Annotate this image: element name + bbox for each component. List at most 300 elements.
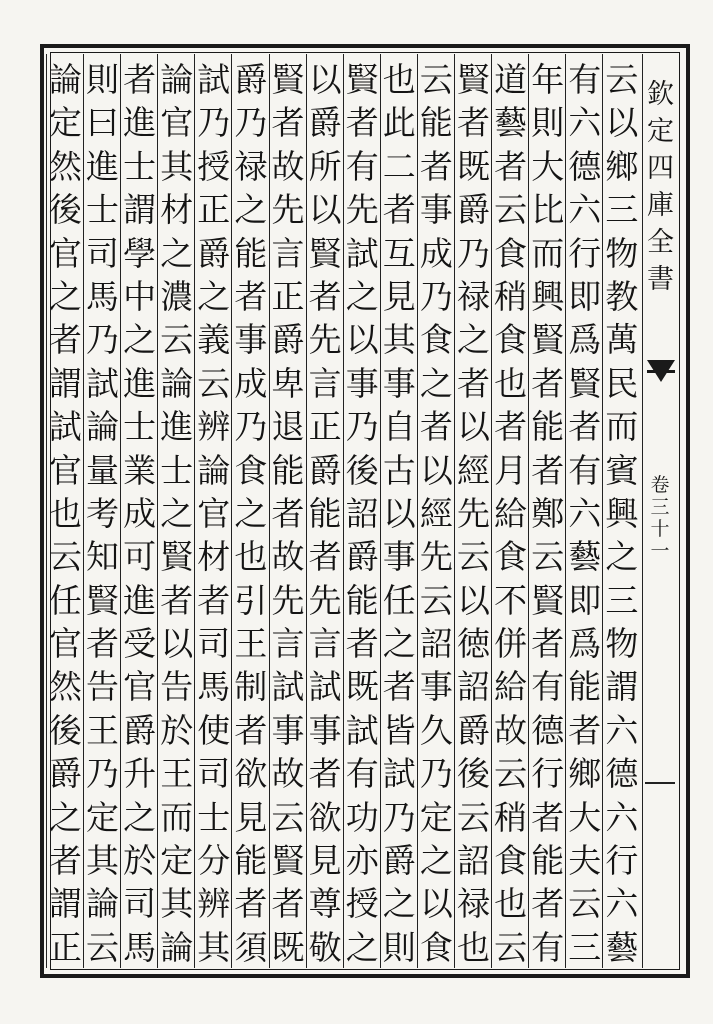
glyph: 興	[531, 276, 565, 316]
glyph: 爵	[345, 537, 379, 577]
glyph: 之	[605, 537, 639, 577]
glyph: 教	[605, 276, 639, 316]
glyph: 以	[419, 884, 453, 924]
glyph: 曰	[86, 103, 119, 143]
glyph: 者	[123, 60, 157, 99]
glyph: 以	[308, 60, 342, 99]
glyph: 者	[308, 276, 342, 316]
glyph: 之	[123, 797, 157, 837]
glyph: 須	[234, 927, 268, 967]
title-glyph: 欽	[647, 79, 674, 110]
glyph: 禄	[457, 276, 490, 316]
glyph: 卑	[271, 363, 305, 403]
glyph: 士	[197, 797, 231, 837]
glyph: 事	[308, 710, 342, 750]
glyph: 賢	[160, 537, 194, 577]
glyph: 論	[160, 60, 194, 99]
glyph: 爵	[197, 233, 231, 273]
glyph: 試	[308, 667, 342, 707]
glyph: 官	[48, 624, 82, 664]
glyph: 者	[531, 884, 565, 924]
glyph: 試	[271, 667, 305, 707]
glyph: 學	[123, 233, 157, 273]
glyph: 爲	[568, 320, 602, 360]
glyph: 乃	[419, 754, 453, 794]
glyph: 王	[160, 754, 194, 794]
glyph: 謂	[48, 363, 82, 403]
glyph: 以	[160, 624, 194, 664]
glyph: 大	[531, 146, 565, 186]
glyph: 先	[308, 320, 342, 360]
glyph: 正	[271, 276, 305, 316]
glyph: 者	[345, 103, 379, 143]
glyph: 云	[494, 754, 528, 794]
glyph: 也	[48, 493, 82, 533]
glyph: 論	[160, 927, 194, 967]
title-glyph: 書	[647, 264, 674, 295]
glyph: 而	[605, 407, 639, 447]
glyph: 馬	[197, 667, 231, 707]
glyph: 功	[345, 797, 379, 837]
glyph: 行	[531, 754, 565, 794]
glyph: 材	[197, 537, 231, 577]
glyph: 云	[86, 927, 119, 967]
text-column	[417, 58, 455, 969]
glyph: 六	[605, 710, 639, 750]
glyph: 者	[531, 624, 565, 664]
glyph: 既	[457, 146, 490, 186]
glyph: 乃	[86, 754, 119, 794]
glyph: 受	[123, 624, 157, 664]
text-column	[232, 58, 270, 969]
glyph: 授	[345, 884, 379, 924]
glyph: 以	[457, 580, 490, 620]
glyph: 云	[419, 580, 453, 620]
glyph: 事	[419, 190, 453, 230]
glyph: 爵	[382, 841, 416, 881]
glyph: 之	[382, 884, 416, 924]
glyph: 升	[123, 754, 157, 794]
glyph: 然	[48, 667, 82, 707]
glyph: 云	[160, 320, 194, 360]
glyph: 先	[345, 190, 379, 230]
glyph: 之	[345, 276, 379, 316]
glyph: 而	[531, 233, 565, 273]
glyph: 故	[271, 537, 305, 577]
margin-strip	[643, 54, 678, 968]
glyph: 云	[531, 537, 565, 577]
glyph: 德	[605, 754, 639, 794]
glyph: 即	[568, 580, 602, 620]
glyph: 之	[382, 624, 416, 664]
glyph: 退	[271, 407, 305, 447]
glyph: 稍	[494, 276, 528, 316]
glyph: 官	[48, 233, 82, 273]
glyph: 給	[494, 493, 528, 533]
glyph: 乃	[419, 276, 453, 316]
glyph: 食	[494, 841, 528, 881]
glyph: 能	[308, 493, 342, 533]
glyph: 以	[419, 450, 453, 490]
glyph: 乃	[457, 233, 490, 273]
glyph: 者	[160, 580, 194, 620]
glyph: 爵	[48, 754, 82, 794]
glyph: 司	[123, 884, 157, 924]
glyph: 正	[48, 927, 82, 967]
text-column	[566, 58, 604, 969]
glyph: 德	[531, 710, 565, 750]
glyph: 以	[382, 493, 416, 533]
glyph: 之	[234, 493, 268, 533]
glyph: 任	[48, 580, 82, 620]
glyph: 云	[494, 190, 528, 230]
glyph: 食	[419, 927, 453, 967]
text-column	[269, 58, 307, 969]
glyph: 司	[86, 233, 119, 273]
glyph: 官	[160, 103, 194, 143]
glyph: 久	[419, 710, 453, 750]
glyph: 試	[345, 710, 379, 750]
glyph: 食	[494, 233, 528, 273]
glyph: 先	[271, 190, 305, 230]
glyph: 者	[271, 103, 305, 143]
glyph: 其	[197, 927, 231, 967]
glyph: 賢	[86, 580, 119, 620]
glyph: 試	[48, 407, 82, 447]
glyph: 正	[197, 190, 231, 230]
glyph: 年	[531, 60, 565, 99]
glyph: 進	[123, 580, 157, 620]
glyph: 言	[271, 233, 305, 273]
glyph: 者	[568, 710, 602, 750]
glyph: 行	[568, 233, 602, 273]
glyph: 藝	[494, 103, 528, 143]
volume-glyph: 一	[650, 540, 670, 562]
glyph: 物	[605, 233, 639, 273]
glyph: 者	[531, 797, 565, 837]
text-column	[46, 58, 84, 969]
glyph: 互	[382, 233, 416, 273]
fishtail-bar	[647, 370, 675, 373]
glyph: 使	[197, 710, 231, 750]
text-column	[455, 58, 493, 969]
title-glyph: 定	[647, 116, 674, 147]
glyph: 可	[123, 537, 157, 577]
glyph: 而	[160, 797, 194, 837]
glyph: 以	[345, 320, 379, 360]
glyph: 之	[457, 320, 490, 360]
glyph: 六	[568, 103, 602, 143]
glyph: 制	[234, 667, 268, 707]
glyph: 能	[568, 667, 602, 707]
glyph: 司	[197, 624, 231, 664]
glyph: 能	[419, 103, 453, 143]
glyph: 後	[48, 710, 82, 750]
glyph: 爵	[271, 320, 305, 360]
glyph: 之	[345, 927, 379, 967]
glyph: 分	[197, 841, 231, 881]
glyph: 亦	[345, 841, 379, 881]
glyph: 道	[494, 60, 528, 99]
glyph: 則	[86, 60, 119, 99]
title-glyph: 庫	[647, 190, 674, 221]
glyph: 有	[531, 667, 565, 707]
glyph: 後	[457, 754, 490, 794]
glyph: 謂	[123, 190, 157, 230]
margin-tick	[645, 782, 675, 784]
glyph: 則	[382, 927, 416, 967]
glyph: 爵	[308, 103, 342, 143]
glyph: 詔	[457, 667, 490, 707]
glyph: 之	[419, 363, 453, 403]
volume-glyph: 卷	[650, 474, 670, 496]
glyph: 馬	[86, 276, 119, 316]
glyph: 云	[271, 797, 305, 837]
glyph: 興	[605, 493, 639, 533]
glyph: 然	[48, 146, 82, 186]
glyph: 爵	[308, 450, 342, 490]
text-column	[306, 58, 344, 969]
glyph: 藝	[605, 927, 639, 967]
glyph: 也	[382, 60, 416, 99]
glyph: 王	[234, 624, 268, 664]
glyph: 賢	[531, 580, 565, 620]
glyph: 引	[234, 580, 268, 620]
glyph: 者	[382, 190, 416, 230]
glyph: 云	[197, 363, 231, 403]
glyph: 云	[419, 60, 453, 99]
glyph: 皆	[382, 710, 416, 750]
glyph: 先	[308, 580, 342, 620]
glyph: 三	[568, 927, 602, 967]
glyph: 物	[605, 624, 639, 664]
glyph: 業	[123, 450, 157, 490]
glyph: 任	[382, 580, 416, 620]
glyph: 乃	[382, 797, 416, 837]
glyph: 者	[48, 320, 82, 360]
glyph: 萬	[605, 320, 639, 360]
glyph: 者	[531, 450, 565, 490]
glyph: 之	[160, 233, 194, 273]
volume-glyph: 三	[650, 496, 670, 518]
glyph: 能	[234, 841, 268, 881]
glyph: 夫	[568, 841, 602, 881]
glyph: 其	[86, 841, 119, 881]
glyph: 有	[568, 60, 602, 99]
glyph: 給	[494, 667, 528, 707]
glyph: 材	[160, 190, 194, 230]
glyph: 爵	[123, 710, 157, 750]
glyph: 爵	[234, 60, 268, 99]
glyph: 論	[48, 60, 82, 99]
glyph: 見	[382, 276, 416, 316]
glyph: 官	[197, 493, 231, 533]
glyph: 鄭	[531, 493, 565, 533]
glyph: 六	[605, 884, 639, 924]
glyph: 義	[197, 320, 231, 360]
glyph: 者	[494, 407, 528, 447]
glyph: 於	[160, 710, 194, 750]
glyph: 先	[457, 493, 490, 533]
glyph: 賢	[345, 60, 379, 99]
glyph: 乃	[234, 103, 268, 143]
glyph: 進	[160, 407, 194, 447]
text-column	[603, 58, 641, 969]
glyph: 賢	[457, 60, 490, 99]
glyph: 其	[160, 884, 194, 924]
glyph: 不	[494, 580, 528, 620]
glyph: 定	[419, 797, 453, 837]
glyph: 者	[531, 363, 565, 403]
glyph: 中	[123, 276, 157, 316]
glyph: 也	[494, 884, 528, 924]
text-column	[158, 58, 196, 969]
glyph: 故	[494, 710, 528, 750]
text-column	[84, 58, 122, 969]
glyph: 事	[271, 710, 305, 750]
glyph: 士	[123, 146, 157, 186]
glyph: 馬	[123, 927, 157, 967]
text-column	[121, 58, 159, 969]
glyph: 之	[234, 190, 268, 230]
glyph: 士	[160, 450, 194, 490]
text-column	[380, 58, 418, 969]
glyph: 欲	[234, 754, 268, 794]
glyph: 論	[86, 884, 119, 924]
glyph: 進	[86, 146, 119, 186]
glyph: 辨	[197, 407, 231, 447]
glyph: 事	[419, 667, 453, 707]
glyph: 也	[457, 927, 490, 967]
glyph: 量	[86, 450, 119, 490]
glyph: 古	[382, 450, 416, 490]
glyph: 後	[48, 190, 82, 230]
glyph: 試	[197, 60, 231, 99]
glyph: 於	[123, 841, 157, 881]
glyph: 經	[419, 493, 453, 533]
glyph: 故	[271, 146, 305, 186]
glyph: 其	[382, 320, 416, 360]
glyph: 爵	[457, 710, 490, 750]
glyph: 以	[605, 103, 639, 143]
glyph: 爵	[457, 190, 490, 230]
glyph: 禄	[234, 146, 268, 186]
glyph: 定	[160, 841, 194, 881]
glyph: 成	[419, 233, 453, 273]
glyph: 乃	[86, 320, 119, 360]
glyph: 告	[86, 667, 119, 707]
glyph: 能	[234, 233, 268, 273]
glyph: 先	[271, 580, 305, 620]
glyph: 之	[123, 320, 157, 360]
glyph: 者	[271, 493, 305, 533]
glyph: 成	[234, 363, 268, 403]
glyph: 定	[86, 797, 119, 837]
glyph: 謂	[605, 667, 639, 707]
glyph: 者	[308, 537, 342, 577]
glyph: 藝	[568, 537, 602, 577]
glyph: 論	[86, 407, 119, 447]
glyph: 敬	[308, 927, 342, 967]
glyph: 者	[457, 363, 490, 403]
glyph: 事	[345, 363, 379, 403]
glyph: 此	[382, 103, 416, 143]
glyph: 見	[234, 797, 268, 837]
glyph: 云	[494, 927, 528, 967]
glyph: 知	[86, 537, 119, 577]
glyph: 試	[382, 754, 416, 794]
glyph: 六	[605, 797, 639, 837]
glyph: 乃	[345, 407, 379, 447]
glyph: 者	[197, 580, 231, 620]
glyph: 事	[382, 537, 416, 577]
glyph: 則	[531, 103, 565, 143]
glyph: 辨	[197, 884, 231, 924]
glyph: 故	[271, 754, 305, 794]
glyph: 正	[308, 407, 342, 447]
glyph: 論	[197, 450, 231, 490]
glyph: 食	[419, 320, 453, 360]
glyph: 之	[419, 841, 453, 881]
title-glyph: 全	[647, 227, 674, 258]
glyph: 詔	[345, 493, 379, 533]
glyph: 者	[494, 146, 528, 186]
glyph: 者	[419, 407, 453, 447]
glyph: 士	[86, 190, 119, 230]
glyph: 賢	[531, 320, 565, 360]
glyph: 進	[123, 103, 157, 143]
glyph: 後	[345, 450, 379, 490]
glyph: 二	[382, 146, 416, 186]
glyph: 行	[605, 841, 639, 881]
glyph: 鄉	[568, 754, 602, 794]
glyph: 先	[419, 537, 453, 577]
glyph: 以	[308, 190, 342, 230]
glyph: 言	[308, 624, 342, 664]
glyph: 云	[457, 537, 490, 577]
glyph: 尊	[308, 884, 342, 924]
glyph: 者	[234, 884, 268, 924]
glyph: 試	[86, 363, 119, 403]
glyph: 者	[271, 884, 305, 924]
glyph: 之	[48, 276, 82, 316]
glyph: 自	[382, 407, 416, 447]
glyph: 即	[568, 276, 602, 316]
glyph: 徳	[457, 624, 490, 664]
glyph: 者	[457, 103, 490, 143]
glyph: 能	[531, 841, 565, 881]
glyph: 詔	[419, 624, 453, 664]
glyph: 其	[160, 146, 194, 186]
glyph: 者	[308, 754, 342, 794]
glyph: 食	[494, 320, 528, 360]
glyph: 之	[197, 276, 231, 316]
glyph: 賢	[271, 841, 305, 881]
glyph: 也	[494, 363, 528, 403]
glyph: 乃	[197, 103, 231, 143]
book-title	[643, 76, 678, 298]
glyph: 爲	[568, 624, 602, 664]
glyph: 者	[419, 146, 453, 186]
volume-glyph: 十	[650, 518, 670, 540]
glyph: 見	[308, 841, 342, 881]
glyph: 詔	[457, 841, 490, 881]
glyph: 云	[568, 884, 602, 924]
glyph: 經	[457, 450, 490, 490]
glyph: 稍	[494, 797, 528, 837]
glyph: 云	[605, 60, 639, 99]
glyph: 王	[86, 710, 119, 750]
